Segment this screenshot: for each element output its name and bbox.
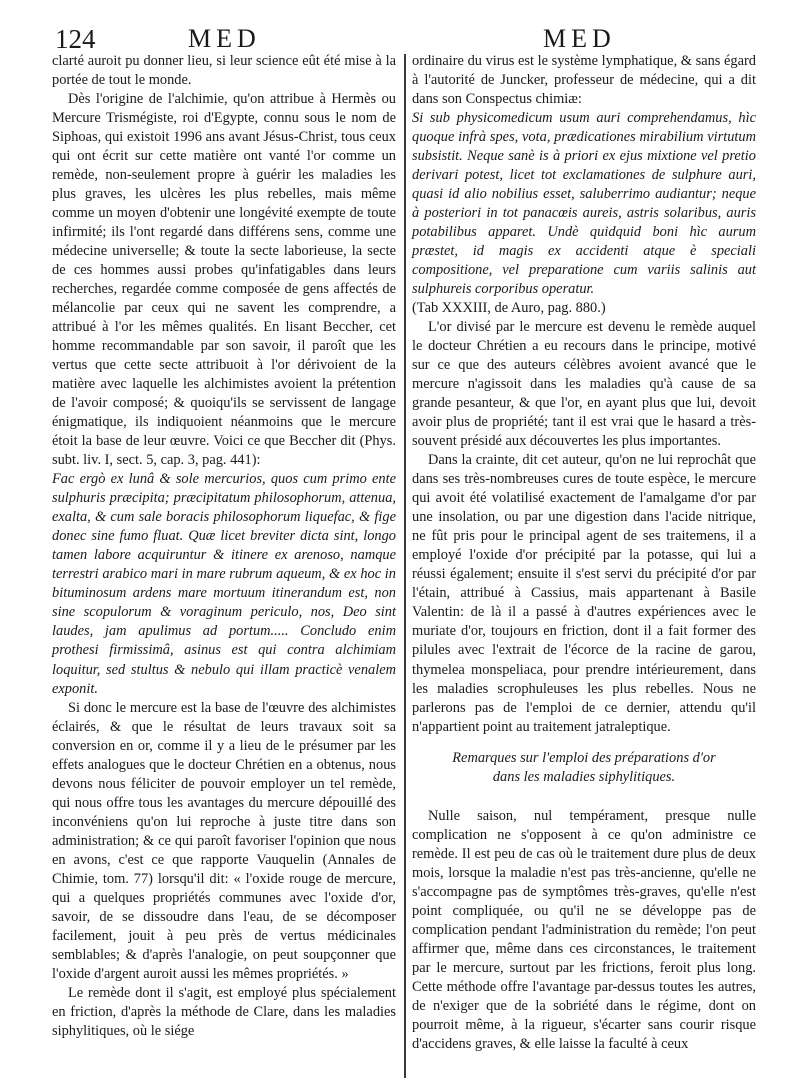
citation: (Tab XXXIII, de Auro, pag. 880.) (412, 300, 606, 317)
paragraph: Dès l'origine de l'alchimie, qu'on attribue à Hermès ou Mercure Trismégiste, roi d'Egypte, connu sous le nom de Siphoas, qui existoit 1996 ans avant Jésus-Christ, tous ceux qui ont écrit sur cette matière ont vanté l'or comme un remède, non-seulement propre à guérir les maladies les plus graves, les ulcères les plus rebelles, mais même comme un moyen d'obtenir une longévité exempte de toute infirmité; ils l'ont regardé dans différens sens, comme une médecine universelle; & toute la secte laborieuse, la secte de ces hommes aussi probes qu'infatigables dans leurs recherches, regardée comme composée de gens affectés de mélancolie par ceux qui ne savent les comprendre, a attribué à l'or les mêmes qualités. En lisant Beccher, cet homme recommandable par son savoir, il paroît que les vertus que cette secte attribuoit à l'or dérivoient de la matière avec laquelle les alchimistes avoient la prétention de l'avoir composé; & quoiqu'ils se servissent de langage énigmatique, ils indiquoient néanmoins que le mercure étoit la base de leur œuvre. Voici ce que Beccher dit (Phys. subt. liv. I, sect. 5, cap. 3, pag. 441): (52, 91, 396, 469)
paragraph: L'or divisé par le mercure est devenu le remède auquel le docteur Chrétien a eu recours dans le principe, motivé sur ce que des auteurs célèbres avoient avancé que le mercure n'agissoit dans les maladies qu'à cause de sa grande pesanteur, & que l'or, en ayant plus que lui, devoit avoir plus de propriété; tant il est vrai que le hasard a très-souvent présidé aux découvertes les plus importantes. (412, 319, 756, 450)
paragraph: Nulle saison, nul tempérament, presque nulle complication ne s'opposent à ce qu'on administre ce remède. Il est peu de cas où le traitement dure plus de deux mois, lorsque la maladie n'est pas très-ancienne, qu'elle ne s'accompagne pas de symptômes très-graves, qu'elle n'est point compliquée, ou qu'il ne se développe pas de complication pendant l'administration du remède; l'on peut affirmer que, même dans ces circonstances, le traitement par le mercure, surtout par les frictions, feroit plus long. Cette méthode offre l'avantage par-dessus toutes les autres, de n'exiger que de la sobriété dans le régime, dont on pourroit même, à la rigueur, s'écarter sans courir risque d'accidens graves, & elle laisse la faculté à ceux (412, 807, 756, 1052)
paragraph: clarté auroit pu donner lieu, si leur science eût été mise à la portée de tout le monde. (52, 53, 396, 89)
latin-quotation: Si sub physicomedicum usum auri comprehendamus, hìc quoque infrà spes, vota, prædicationes mirabilium virtutum subsistit. Neque sanè is à priori ex ejus mixtione vel pretio derivari potest, licet tot exclamationes de sulphure auri, quasi id alio nobilius esset, saluberrimo audiantur; neque à posteriori in tot panacœis aureis, astris solaribus, auris potabilibus apparet. Undè quidquid boni hìc aurum præstet, id magis ex accidenti atque è speciali compositione, vel preparatione cum variis salinis aut sulphureis corporibus operatur. (412, 110, 756, 298)
page-number: 124 (55, 24, 96, 54)
section-heading-line: Remarques sur l'emploi des préparations d'or (452, 749, 716, 766)
column-divider (404, 54, 406, 1078)
running-head-left: MED (188, 24, 261, 53)
paragraph: ordinaire du virus est le système lymphatique, & sans égard à l'autorité de Juncker, professeur de médecine, qui a dit dans son Conspectus chimiæ: (412, 53, 756, 108)
paragraph: Si donc le mercure est la base de l'œuvre des alchimistes éclairés, & que le résultat de leurs travaux soit sa conversion en or, comme il y a lieu de le présumer par les effets analogues que le docteur Chrétien en a obtenus, nous devons nous féliciter de pouvoir employer un tel remède, qui nous offre tous les avantages du mercure dépouillé des inconvéniens qu'on lui reproche à juste titre dans son administration; & ce qui paroît favoriser l'opinion que nous en avons, c'est ce que rapporte Vauquelin (Annales de Chimie, tom. 77) lorsqu'il dit: « l'oxide rouge de mercure, qui a quelques propriétés communes avec l'oxide d'or, savoir, de se dissoudre dans l'eau, de se décomposer facilement, jouit à peu près de vertus médicinales semblables; & d'après l'analogie, on peut soupçonner que l'oxide d'argent auroit aussi les mêmes propriétés. » (52, 699, 396, 982)
section-heading-line: dans les maladies siphylitiques. (492, 768, 676, 785)
paragraph: Dans la crainte, dit cet auteur, qu'on ne lui reprochât que dans ses très-nombreuses cures de toute espèce, le mercure qui avoit été volatilisé exactement de l'amalgame d'or par une insolation, ou par une digestion dans l'acide nitrique, ne fût pris pour le principal agent de ses traitemens, il a employé l'oxide d'or précipité par la potasse, qui lui a réussi également; ensuite il s'est servi du précipité d'or par l'étain, attribué à Cassius, mais appartenant à Basile Valentin: de là il a passé à d'autres expériences avec le muriate d'or, toujours en friction, dont il a fait former des pilules avec l'extrait de l'écorce de la racine de garou, thymelea monspeliaca, pour prendre intérieurement, dans les maladies scrophuleuses les plus rebelles. Nous ne parlerons pas de l'emploi de ce dernier, attendu qu'il n'appartient point au traitement jatraleptique. (412, 452, 756, 735)
latin-quotation: Fac ergò ex lunâ & sole mercurios, quos cum primo ente sulphuris præcipita; præcipitatum philosophorum, attenua, exalta, & cum sale boracis philosophorum liquefac, & fige donec sine fumo fluat. Quæ licet breviter dicta sint, longo tamen labore acquiruntur & itinere ex arenoso, namque terrestri arabico mari in mare rubrum aqueum, & ex hoc in bituminosum ardens mare mortuum itinerandum est, non sine scopulorum & voraginum periculo, nos, Deo sint laudes, jam apulimus ad portum..... Concludo enim prothesi firmissimâ, asinus est qui contra alchimiam loquitur, sed stultus & nebulo qui illam practicè venalem exponit. (52, 471, 396, 697)
running-head-right: MED (543, 24, 616, 53)
left-column (52, 52, 396, 1041)
section-heading (412, 749, 756, 787)
right-column (412, 52, 756, 1054)
paragraph: Le remède dont il s'agit, est employé plus spécialement en friction, d'après la méthode de Clare, dans les maladies siphylitiques, où le siége (52, 984, 396, 1039)
